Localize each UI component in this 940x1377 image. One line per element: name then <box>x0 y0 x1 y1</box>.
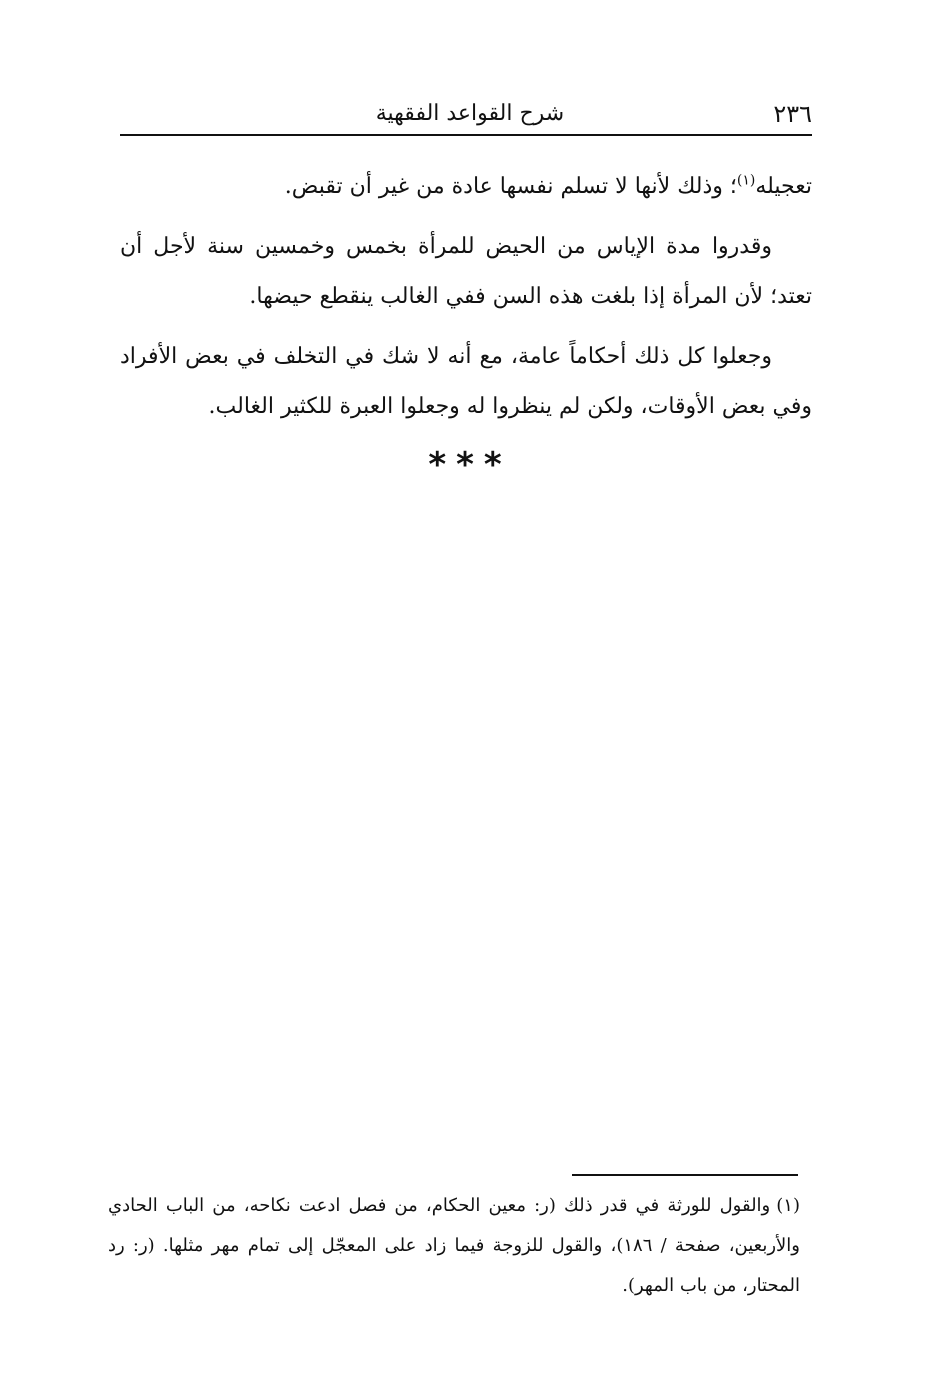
header-rule <box>120 134 812 136</box>
page-number: ٢٣٦ <box>773 100 812 128</box>
footnote-rule <box>572 1174 798 1176</box>
footnote-item <box>108 1186 800 1306</box>
footnote-text: والقول للورثة في قدر ذلك (ر: معين الحكام، من فصل ادعت نكاحه، من الباب الحادي والأربعين، صفحة / ١٨٦)، والقول للزوجة فيما زاد على المعجّل إلى تمام مهر مثلها. (ر: رد المحتار، من باب المهر). <box>108 1195 800 1296</box>
paragraph-1-start: تعجيله <box>755 174 812 199</box>
footnote-reference[interactable]: (١) <box>736 172 756 189</box>
footnote-number: (١) <box>776 1195 800 1216</box>
paragraph-1 <box>120 162 812 212</box>
running-title: شرح القواعد الفقهية <box>375 101 565 126</box>
footnotes <box>108 1186 800 1306</box>
page-header <box>120 96 812 132</box>
section-separator: *** <box>428 445 512 485</box>
paragraph-1-end: ؛ وذلك لأنها لا تسلم نفسها عادة من غير أن تقبض. <box>284 174 737 199</box>
paragraph-3: وجعلوا كل ذلك أحكاماً عامة، مع أنه لا شك في التخلف في بعض الأفراد وفي بعض الأوقات، ولكن لم ينظروا له وجعلوا العبرة للكثير الغالب. <box>120 344 812 419</box>
main-text <box>120 162 812 442</box>
paragraph-2: وقدروا مدة الإياس من الحيض للمرأة بخمس وخمسين سنة لأجل أن تعتد؛ لأن المرأة إذا بلغت هذه السن ففي الغالب ينقطع حيضها. <box>120 234 812 309</box>
